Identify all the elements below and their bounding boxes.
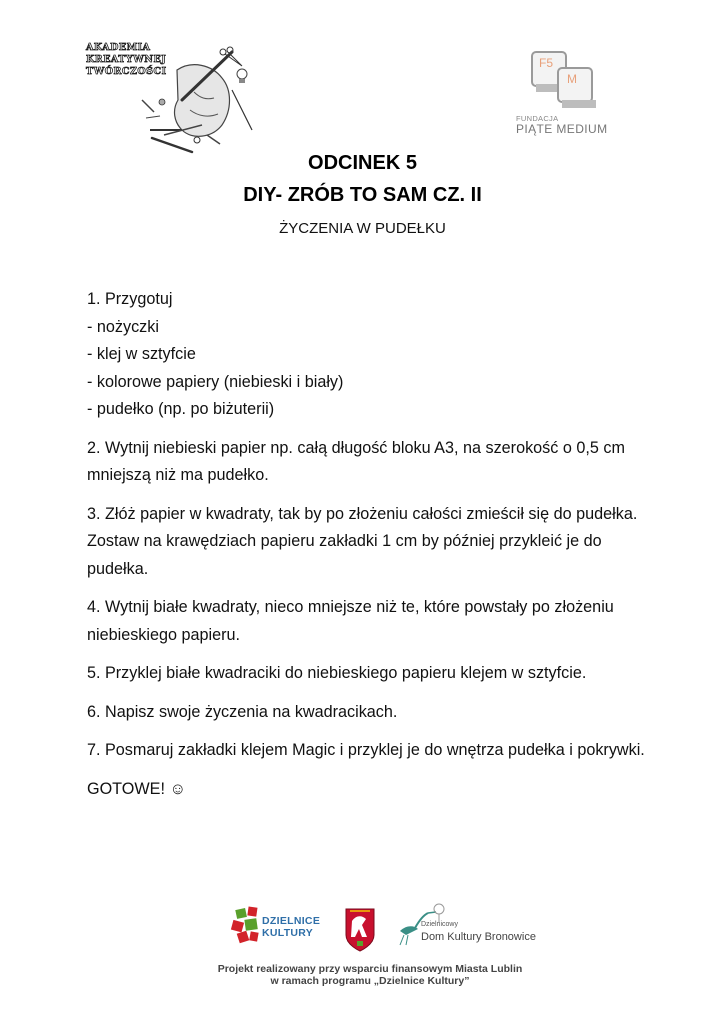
step-7: 7. Posmaruj zakładki klejem Magic i przyklej je do wnętrza pudełka i pokrywki. (87, 741, 645, 759)
step-1-heading: 1. Przygotuj (87, 290, 173, 308)
dom-kultury-name: Dom Kultury Bronowice (421, 931, 536, 943)
diy-title: DIY- ZRÓB TO SAM CZ. II (243, 184, 482, 206)
lublin-coat-of-arms-icon (346, 909, 374, 951)
sponsor-footer (210, 895, 536, 995)
step-4: 4. Wytnij białe kwadraty, nieco mniejsze niż te, które powstały po złożeniu niebieskiego papieru. (87, 598, 614, 644)
wordmark-line-1: AKADEMIA (86, 42, 151, 53)
credit-line-2: w ramach programu „Dzielnice Kultury” (270, 975, 470, 987)
fundacja-caption: FUNDACJA (516, 114, 559, 123)
dzielnice-kultury-icon (231, 906, 259, 943)
tile-m-text: M (567, 72, 577, 86)
wordmark-line-3: TWÓRCZOŚCI (86, 66, 167, 77)
piate-medium-logo (512, 48, 622, 138)
step-5: 5. Przyklej białe kwadraciki do niebieskiego papieru klejem w sztyfcie. (87, 664, 587, 682)
step-3: 3. Złóż papier w kwadraty, tak by po złożeniu całości zmieścił się do pudełka. Zostaw na krawędziach papieru zakładki 1 cm by później przykleić je do pudełka. (87, 504, 638, 578)
akademia-logo (82, 40, 262, 155)
step-1 (87, 286, 647, 424)
supply-item: - pudełko (np. po biżuterii) (87, 400, 275, 418)
step-2: 2. Wytnij niebieski papier np. całą długość bloku A3, na szerokość o 0,5 cm mniejszą niż ma pudełko. (87, 438, 625, 484)
episode-title: ODCINEK 5 (308, 152, 417, 174)
instructions (87, 286, 647, 814)
akademia-wordmark (86, 42, 172, 78)
dom-kultury-small: Dzielnicowy (421, 921, 458, 928)
credit-line-1: Projekt realizowany przy wsparciu finansowym Miasta Lublin (217, 963, 523, 975)
supply-item: - klej w sztyfcie (87, 345, 196, 363)
dzielnice-line-2: KULTURY (262, 927, 314, 939)
supply-item: - kolorowe papiery (niebieski i biały) (87, 372, 344, 391)
subtitle: ŻYCZENIA W PUDEŁKU (279, 220, 446, 237)
tile-f5-text: F5 (539, 56, 554, 70)
key-tiles-icon (512, 48, 622, 114)
piate-medium-name: PIĄTE MEDIUM (516, 122, 608, 136)
funding-credit (210, 963, 530, 987)
sponsor-logos (210, 895, 530, 959)
dzielnice-line-1: DZIELNICE (262, 915, 321, 927)
wordmark-line-2: KREATYWNEJ (86, 54, 167, 65)
done-line: GOTOWE! ☺ (87, 779, 186, 798)
dzielnice-kultury-label (262, 915, 320, 939)
supply-item: - nożyczki (87, 317, 159, 336)
step-6: 6. Napisz swoje życzenia na kwadracikach. (87, 702, 398, 721)
